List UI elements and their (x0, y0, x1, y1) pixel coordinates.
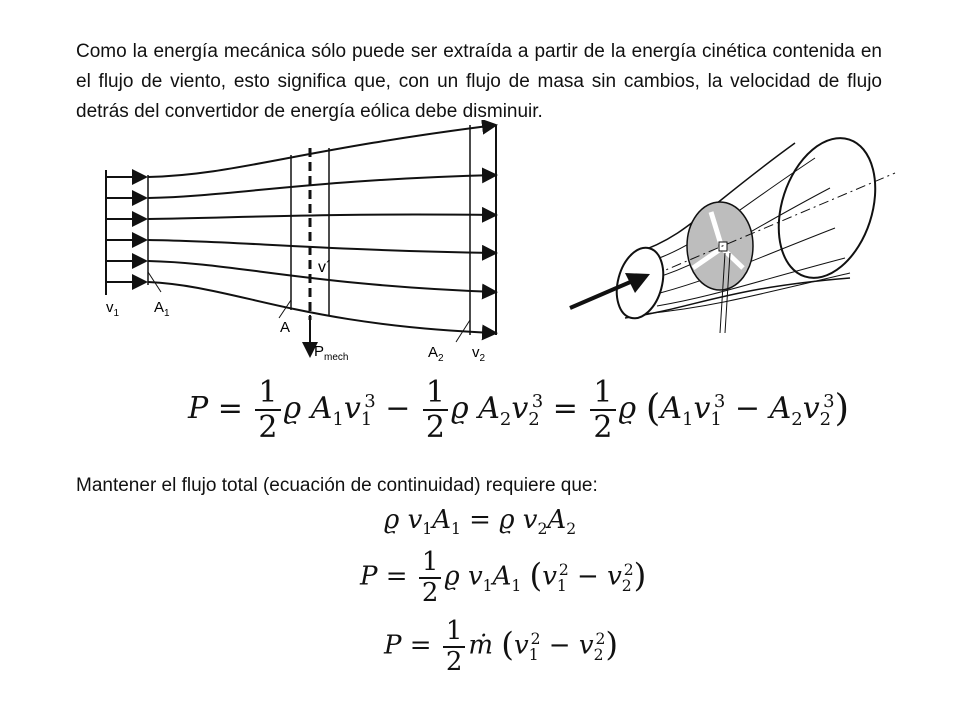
power-equation-1: P = $\frac{1}{2}$ ϱ $A_1v_1^3$ − $\frac{1}{2}$ ϱ $A_2v_2^3$ = $\frac{1}{2}$ ϱ $(A_1v_1^3 - A_2v_2^3)$ (188, 375, 850, 445)
continuity-equation: ϱ $v_1A_1 = ϱ$ $v_2A_2$ (384, 505, 577, 539)
label-v2: $v_2$ (472, 344, 486, 364)
label-A: A (280, 319, 291, 336)
label-A2: $A_2$ (428, 344, 444, 364)
power-equation-2: P = $\frac{1}{2}$ ϱ $v_1A_1$ $(v_1^2 - v_2^2)$ (360, 547, 647, 608)
label-v-prime: v´ (318, 259, 332, 276)
label-A1: $A_1$ (154, 299, 170, 319)
power-equation-3: P = $\frac{1}{2}$ ṁ $(v_1^2 - v_2^2)$ (384, 616, 619, 677)
flow-tube-diagram (96, 120, 516, 370)
label-P-mech: $P_{mech}$ (314, 343, 349, 363)
continuity-paragraph: Mantener el flujo total (ecuación de continuidad) requiere que: (76, 475, 598, 496)
stream-tube-3d-illustration (565, 128, 905, 348)
intro-paragraph: Como la energía mecánica sólo puede ser extraída a partir de la energía cinética contenida en el flujo de viento, esto significa que, con un flujo de masa sin cambios, la velocidad de flujo detrás del convertidor de energía eólica debe disminuir. (76, 41, 882, 122)
label-v1: $v_1$ (106, 299, 120, 319)
